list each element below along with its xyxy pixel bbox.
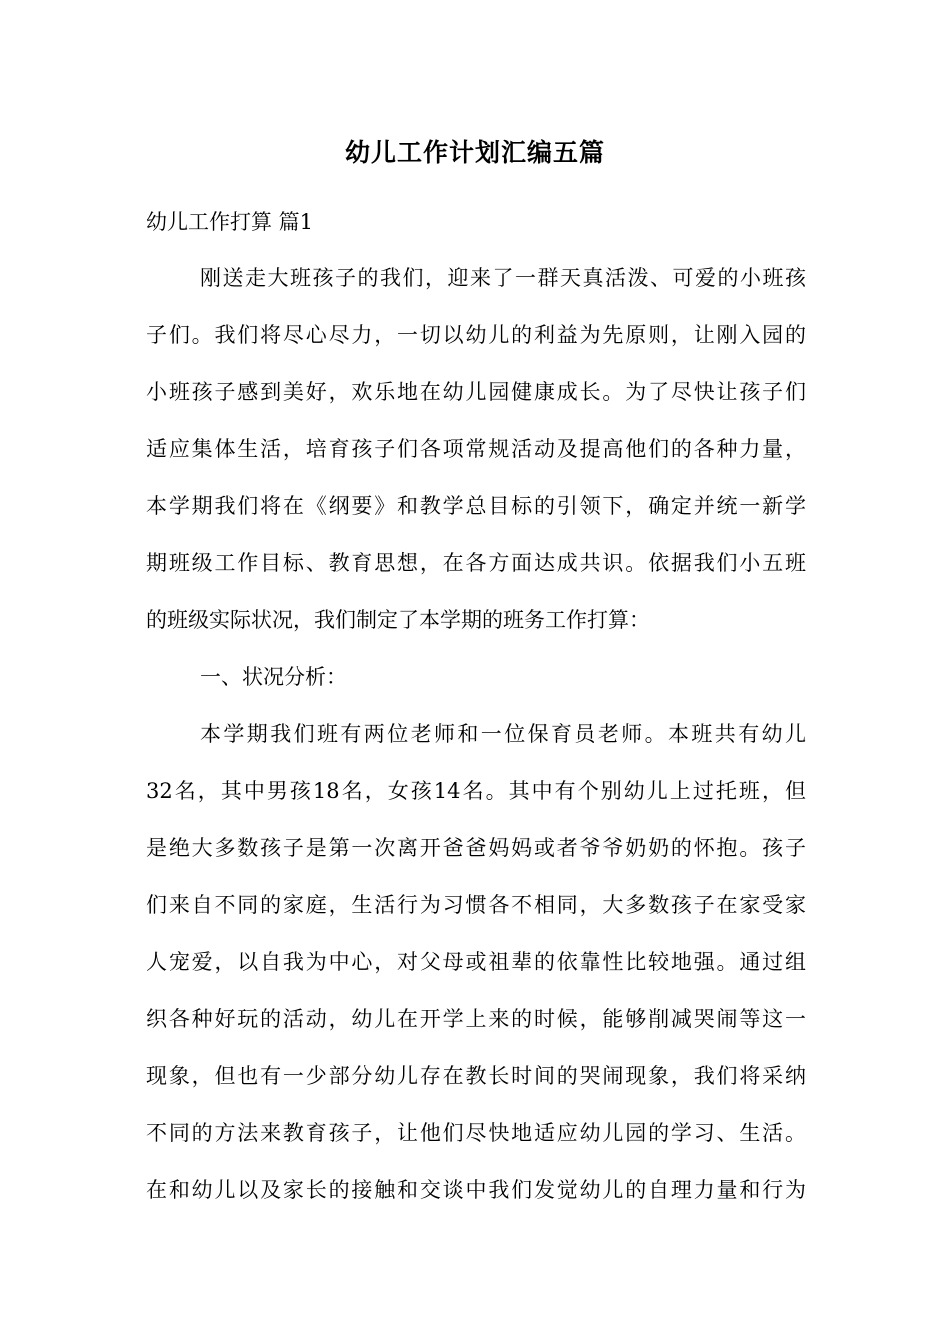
- section-heading: 幼儿工作打算 篇1: [146, 210, 314, 234]
- paragraph1-line: 的班级实际状况，我们制定了本学期的班务工作打算：: [146, 608, 650, 632]
- document-title: 幼儿工作计划汇编五篇: [344, 138, 605, 167]
- paragraph2-line: 织各种好玩的活动，幼儿在开学上来的时候，能够削减哭闹等这一: [146, 1007, 806, 1031]
- paragraph1-line: 子们。我们将尽心尽力，一切以幼儿的利益为先原则，让刚入园的: [146, 323, 806, 347]
- paragraph2-line: 现象，但也有一少部分幼儿存在教长时间的哭闹现象，我们将采纳: [146, 1064, 806, 1088]
- paragraph1-line: 本学期我们将在《纲要》和教学总目标的引领下，确定并统一新学: [146, 494, 806, 518]
- paragraph2-line: 在和幼儿以及家长的接触和交谈中我们发觉幼儿的自理力量和行为: [146, 1178, 806, 1202]
- paragraph1-line: 小班孩子感到美好，欢乐地在幼儿园健康成长。为了尽快让孩子们: [146, 380, 806, 404]
- paragraph1-line: 期班级工作目标、教育思想，在各方面达成共识。依据我们小五班: [146, 551, 806, 575]
- paragraph2-line: 32名，其中男孩18名，女孩14名。其中有个别幼儿上过托班，但: [146, 779, 806, 803]
- subheading: 一、状况分析：: [200, 665, 347, 689]
- paragraph2-line: 不同的方法来教育孩子，让他们尽快地适应幼儿园的学习、生活。: [146, 1121, 806, 1145]
- paragraph1-line: 适应集体生活，培育孩子们各项常规活动及提高他们的各种力量，: [146, 437, 806, 461]
- paragraph2-line: 人宠爱，以自我为中心，对父母或祖辈的依靠性比较地强。通过组: [146, 950, 806, 974]
- paragraph2-line: 们来自不同的家庭，生活行为习惯各不相同，大多数孩子在家受家: [146, 893, 806, 917]
- paragraph2-line: 本学期我们班有两位老师和一位保育员老师。本班共有幼儿: [200, 722, 806, 746]
- paragraph2-line: 是绝大多数孩子是第一次离开爸爸妈妈或者爷爷奶奶的怀抱。孩子: [146, 836, 806, 860]
- paragraph1-line: 刚送走大班孩子的我们，迎来了一群天真活泼、可爱的小班孩: [200, 266, 806, 290]
